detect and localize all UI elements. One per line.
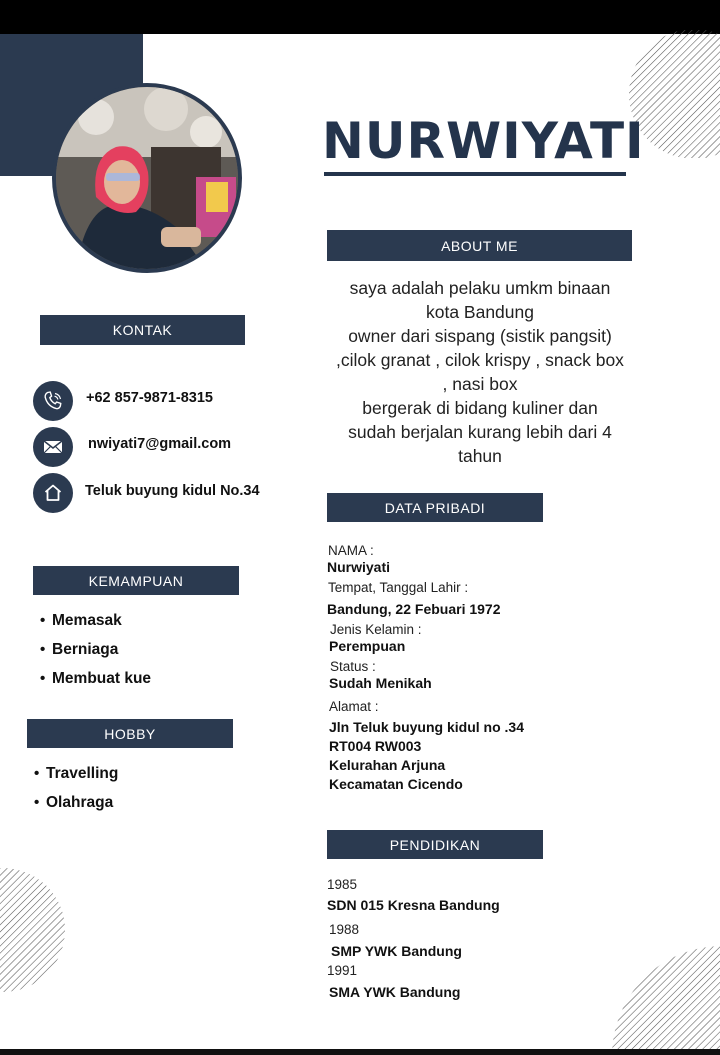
address-label: Alamat : — [329, 699, 379, 714]
about-line: saya adalah pelaku umkm binaan — [349, 278, 611, 298]
education-school: SDN 015 Kresna Bandung — [327, 897, 500, 913]
birth-value: Bandung, 22 Febuari 1972 — [327, 601, 501, 617]
contact-email: nwiyati7@gmail.com — [88, 436, 232, 452]
about-header: ABOUT ME — [327, 230, 632, 261]
hobby-list — [26, 759, 118, 817]
email-icon — [33, 427, 73, 467]
status-label: Status : — [330, 659, 376, 674]
address-line: RT004 RW003 — [329, 738, 422, 754]
home-icon — [33, 473, 73, 513]
education-school: SMP YWK Bandung — [331, 943, 462, 959]
personal-header: DATA PRIBADI — [327, 493, 543, 522]
list-item: • Memasak — [32, 606, 151, 635]
list-item: • Travelling — [26, 759, 118, 788]
portrait-illustration — [56, 87, 238, 269]
about-line: bergerak di bidang kuliner dan — [362, 398, 598, 418]
gender-value: Perempuan — [329, 638, 406, 654]
education-year: 1988 — [329, 922, 360, 937]
about-line: , nasi box — [442, 374, 518, 394]
address-line: Kelurahan Arjuna — [329, 757, 446, 773]
education-year: 1985 — [327, 877, 358, 892]
education-school: SMA YWK Bandung — [329, 984, 461, 1000]
title-underline — [324, 172, 626, 176]
page-title: NURWIYATI — [322, 112, 645, 170]
list-item: • Berniaga — [32, 635, 151, 664]
hobby-header: HOBBY — [27, 719, 233, 748]
top-bar — [0, 0, 720, 34]
about-line: kota Bandung — [425, 302, 534, 322]
contact-header: KONTAK — [40, 315, 245, 345]
skills-list — [32, 606, 151, 693]
education-year: 1991 — [327, 963, 358, 978]
contact-phone: +62 857-9871-8315 — [86, 390, 213, 406]
about-line: tahun — [458, 446, 502, 466]
name-label: NAMA : — [328, 543, 374, 558]
education-header: PENDIDIKAN — [327, 830, 543, 859]
about-line: sudah berjalan kurang lebih dari 4 — [348, 422, 612, 442]
hatched-circle-bottom-left — [0, 868, 68, 992]
bottom-bar — [0, 1049, 720, 1055]
profile-photo — [52, 83, 242, 273]
skills-header: KEMAMPUAN — [33, 566, 239, 595]
about-line: ,cilok granat , cilok krispy , snack box — [336, 350, 624, 370]
status-value: Sudah Menikah — [329, 675, 432, 691]
hatched-circle-bottom-right — [574, 944, 720, 1055]
list-item: • Membuat kue — [32, 664, 151, 693]
birth-label: Tempat, Tanggal Lahir : — [328, 580, 469, 595]
phone-icon — [33, 381, 73, 421]
address-line: Jln Teluk buyung kidul no .34 — [329, 719, 524, 735]
contact-address: Teluk buyung kidul No.34 — [85, 483, 260, 499]
list-item: • Olahraga — [26, 788, 118, 817]
about-text — [326, 276, 634, 468]
about-line: owner dari sispang (sistik pangsit) — [348, 326, 612, 346]
address-line: Kecamatan Cicendo — [329, 776, 463, 792]
gender-label: Jenis Kelamin : — [330, 622, 422, 637]
name-value: Nurwiyati — [327, 559, 391, 575]
